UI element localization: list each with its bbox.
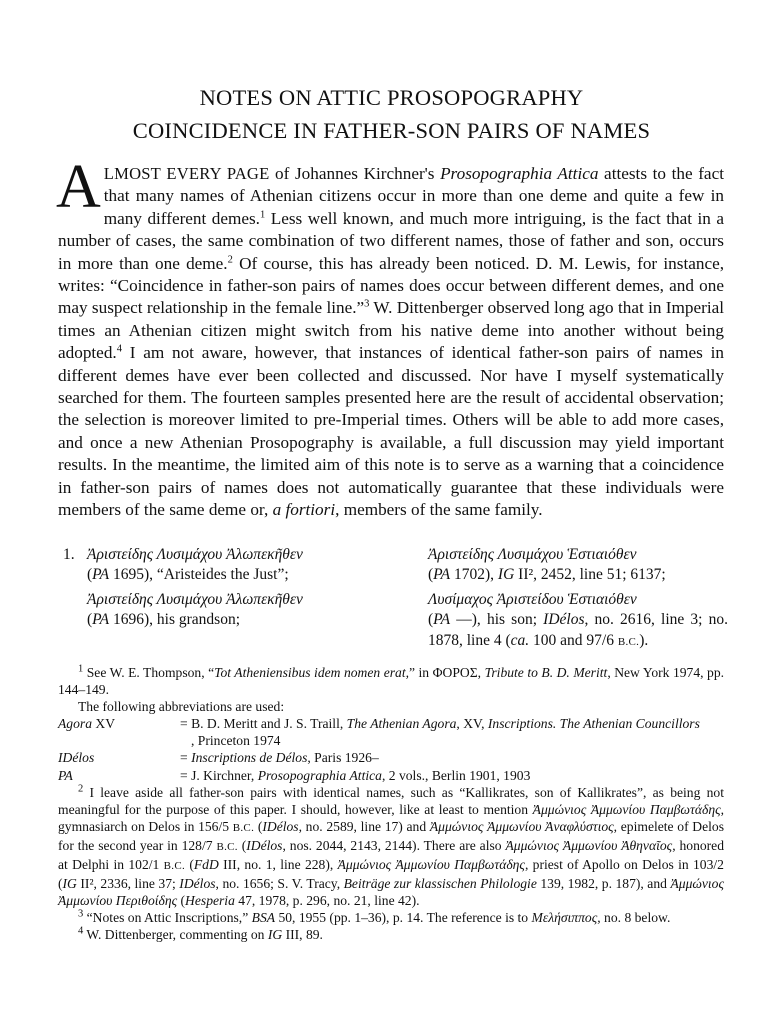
abbr-key-rest: XV: [91, 716, 116, 732]
footnote-3: [58, 909, 724, 926]
entry-1-left-column: [63, 545, 383, 631]
footnote-text: “Notes on Attic Inscriptions,”: [83, 910, 252, 926]
footnote-2: [58, 784, 724, 910]
footnote-text: , honored at Delphi in 102/1: [58, 837, 725, 873]
abbr-value: Inscriptions de Délos: [191, 750, 308, 766]
cited-title: Tribute to B. D. Meritt: [484, 665, 608, 680]
greek-name: Ἀμμώνιος Ἀμμωνίου Περιθοίδης: [58, 876, 724, 909]
abbr-idelos: IDélos: [543, 611, 585, 629]
abbr-value-rest: , Paris 1926–: [307, 750, 379, 766]
abbr-ig: IG: [497, 566, 515, 584]
reference-text: 1702),: [450, 566, 498, 584]
abbr-fdd: FdD: [193, 857, 219, 873]
reference-text: 1695), “Aristeides the Just”;: [109, 566, 289, 584]
footnote-text: , no. 8 below.: [597, 910, 671, 926]
era-bc: B.C.: [617, 635, 640, 648]
footnote-number: 2: [78, 783, 84, 795]
body-text-segment: , members of the same family.: [335, 500, 543, 520]
footnote-text: (: [254, 818, 263, 834]
footnote-4: [58, 926, 724, 943]
abbr-value-end: , Princeton 1974: [191, 733, 281, 749]
abbr-intro: The following abbreviations are used:: [78, 699, 285, 715]
abbr-idelos: IDélos: [246, 837, 283, 853]
footnote-number: 1: [78, 663, 84, 675]
abbr-value: The Athenian Agora: [346, 716, 457, 732]
footnote-ref: 3: [364, 298, 370, 310]
abbr-pa: PA: [433, 566, 451, 584]
footnote-text: See W. E. Thompson, “: [83, 665, 215, 680]
abbr-eq: =: [180, 750, 192, 766]
article-title-line-1: NOTES ON ATTIC PROSOPOGRAPHY: [199, 85, 584, 110]
abbr-value-rest: , XV,: [456, 716, 488, 732]
body-paragraph: [56, 153, 725, 522]
footnote-ref: 4: [116, 343, 122, 355]
abbr-eq: = B. D. Meritt and J. S. Traill,: [180, 716, 347, 732]
footnote-text: 50, 1955 (pp. 1–36), p. 14. The reference is to: [275, 910, 532, 926]
footnote-text: I leave aside all father-son pairs with identical names, such as “Kallikrates, son of Kallikrates”, as being not meaningful for the purpose of this paper. I should, however, like at least to mention: [58, 784, 724, 817]
footnote-text: II², 2336, line 37;: [76, 876, 180, 892]
entry-reference: (PA 1695), “Aristeides the Just”;: [87, 566, 289, 584]
footnote-text: , epimelete of Delos for the second year in 128/7: [58, 818, 725, 853]
entry-reference: (PA 1696), his grandson;: [87, 611, 241, 629]
drop-cap: A: [56, 153, 101, 221]
abbr-ca: ca.: [510, 631, 530, 649]
greek-name: Ἀριστείδης Λυσιμάχου Ἀλωπεκῆθεν: [87, 546, 303, 563]
body-text-segment: Of course, this has already been noticed. D. M. Lewis, for instance, writes: “Coincidence in father-son pairs of names does occur between different demes, and one may suspect relationship in the female line.”: [58, 253, 725, 318]
reference-text: 1696), his grandson;: [109, 611, 241, 629]
footnote-ref: 1: [259, 209, 266, 221]
entry-number: 1.: [63, 546, 75, 563]
body-text-segment: I am not aware, however, that instances of identical father-son pairs of names in different demes have ever been collected and discussed. Nor have I myself systematically searched for them. The fourteen samples presented here are the result of accidental observation; the selection is moreover limited to pre-Imperial times. Others will be able to add more cases, and once a new Athenian Prosopography is available, a full discussion may yield important results. In the meantime, the limited aim of this note is to serve as a warning that a coincidence in father-son pairs of names does not automatically guarantee that these individuals were members of the same deme or,: [58, 343, 724, 520]
abbr-key: Agora: [58, 716, 92, 732]
footnote-number: 4: [78, 925, 84, 937]
abbr-value-rest: , 2 vols., Berlin 1901, 1903: [381, 767, 531, 783]
body-text-segment: of Johannes Kirchner's: [269, 164, 441, 183]
abbr-ig: IG: [62, 876, 77, 892]
abbr-pa: PA: [92, 566, 110, 584]
entry-reference: (PA 1702), IG II², 2452, line 51; 6137;: [428, 566, 666, 584]
abbr-pa: PA: [433, 611, 451, 629]
reference-text: II², 2452, line 51; 6137;: [514, 566, 666, 584]
footnote-number: 3: [78, 908, 84, 920]
entry-1-right-column: [428, 545, 728, 652]
body-text-segment: W. Dittenberger observed long ago that in Imperial times an Athenian citizen might switch from his native deme into another without being adopted.: [58, 298, 725, 363]
reference-text: —), his son;: [450, 611, 544, 629]
book-title: Prosopographia Attica: [440, 164, 599, 183]
cited-title: Hesperia: [185, 893, 235, 909]
reference-text: , no. 2616, line 3; no. 1878, line 4 (: [428, 611, 728, 649]
reference-text: 100 and 97/6: [529, 631, 618, 649]
era-bc: B.C.: [216, 840, 238, 853]
reference-text: ).: [639, 631, 649, 649]
phoros-title: ΦΟΡΟΣ: [432, 665, 478, 680]
footnote-ref: 2: [227, 253, 233, 265]
footnote-text: 47, 1978, p. 296, no. 21, line 42).: [234, 893, 420, 909]
greek-name: Ἀμμώνιος Ἀμμωνίου Παμβωτάδης: [337, 857, 525, 873]
body-text-segment: attests to the fact that many names of Athenian citizens occur in more than one deme and quite a few in many different demes.: [103, 164, 724, 228]
latin-phrase: a fortiori: [272, 500, 336, 520]
greek-name: Ἀριστείδης Λυσιμάχου Ἑστιαιόθεν: [428, 546, 637, 563]
abbr-row: [58, 767, 724, 784]
footnote-1: [58, 664, 724, 698]
abbr-row: [58, 749, 724, 766]
footnote-text: (: [177, 893, 186, 909]
footnote-text: III, no. 1, line 228),: [218, 857, 338, 873]
footnote-text: , priest of Apollo on Delos in 103/2 (: [58, 857, 724, 892]
greek-name: Ἀμμώνιος Ἀμμωνίου Παμβωτάδης: [532, 801, 721, 817]
entry-reference: (PA —), his son; IDélos, no. 2616, line 3; no. 1878, line 4 (ca. 100 and 97/6 B.C.).: [428, 611, 728, 649]
lead-caps: LMOST EVERY PAGE: [103, 164, 270, 183]
abbr-key: IDélos: [58, 750, 95, 766]
abbr-pa: PA: [92, 611, 110, 629]
footnote-text: , gymnasiarch on Delos in 156/5: [58, 801, 724, 834]
abbr-idelos: IDélos: [179, 876, 216, 892]
era-bc: B.C.: [163, 860, 186, 873]
footnote-text: (: [237, 837, 247, 853]
abbr-row: [58, 715, 724, 749]
footnote-text: III, 89.: [282, 927, 323, 943]
footnote-text: , New York 1974, pp. 144–149.: [58, 665, 725, 698]
footnote-text: W. Dittenberger, commenting on: [83, 927, 268, 943]
article-title-line-2: COINCIDENCE IN FATHER-SON PAIRS OF NAMES: [132, 118, 651, 143]
cited-title: BSA: [251, 910, 276, 926]
abbr-value: Prosopographia Attica: [257, 767, 382, 783]
footnotes: [58, 664, 724, 944]
body-text-segment: Less well known, and much more intriguing, is the fact that in a number of cases, the same combination of two different names, those of father and son, occurs in more than one deme.: [58, 208, 724, 273]
cited-title: Tot Atheniensibus idem nomen erat,: [214, 665, 409, 680]
abbr-eq: = J. Kirchner,: [180, 767, 258, 783]
footnote-text: (: [185, 857, 194, 873]
greek-name: Ἀριστείδης Λυσιμάχου Ἀλωπεκῆθεν: [87, 590, 303, 608]
greek-name: Μελήσιππος: [531, 910, 598, 926]
footnote-text: , no. 2589, line 17) and: [298, 818, 430, 834]
footnote-text: ” in: [409, 665, 433, 680]
abbr-ig: IG: [267, 927, 283, 943]
era-bc: B.C.: [232, 821, 255, 834]
abbr-key: PA: [58, 767, 73, 783]
footnote-text: 139, 1982, p. 187), and: [536, 876, 671, 892]
footnote-text: ,: [477, 665, 485, 680]
abbr-idelos: IDélos: [262, 818, 299, 834]
footnote-text: , no. 1656; S. V. Tracy,: [215, 876, 344, 892]
greek-name: Ἀμμώνιος Ἀμμωνίου Ἀθηναῖος: [505, 837, 673, 853]
greek-name: Λυσίμαχος Ἀριστείδου Ἑστιαιόθεν: [428, 590, 637, 608]
greek-name: Ἀμμώνιος Ἀμμωνίου Ἀναφλύστιος: [429, 818, 614, 834]
cited-title: Beiträge zur klassischen Philologie: [343, 876, 537, 892]
footnote-text: , nos. 2044, 2143, 2144). There are also: [282, 837, 506, 853]
abbr-value: Inscriptions. The Athenian Councillors: [487, 716, 700, 732]
